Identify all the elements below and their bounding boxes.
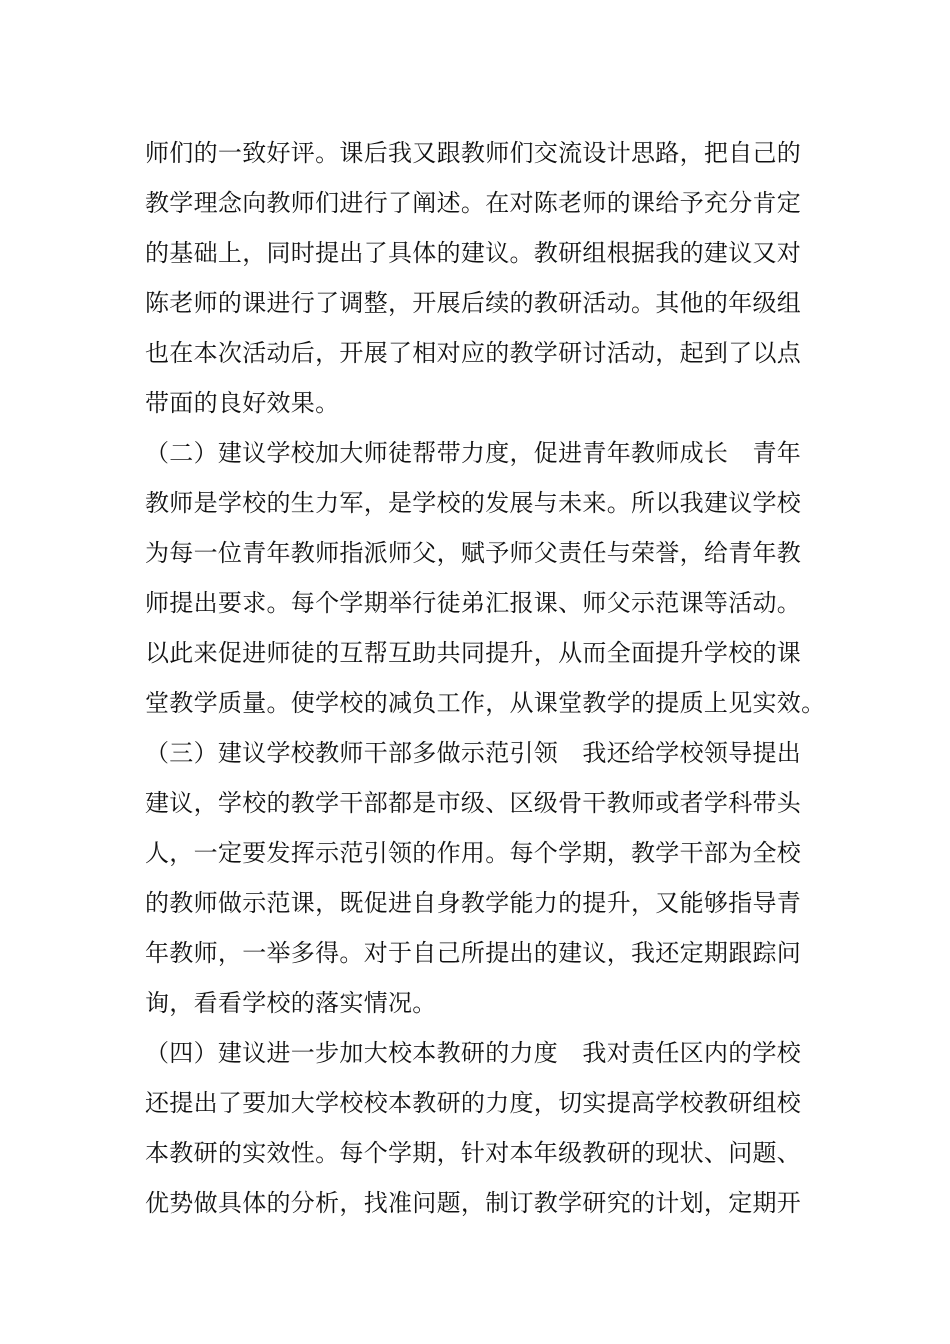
text-line: 优势做具体的分析，找准问题，制订教学研究的计划，定期开 bbox=[145, 1189, 802, 1217]
text-line: 堂教学质量。使学校的减负工作，从课堂教学的提质上见实效。 bbox=[145, 689, 826, 717]
text-line: 建议，学校的教学干部都是市级、区级骨干教师或者学科带头 bbox=[145, 789, 802, 817]
body-text bbox=[145, 128, 826, 1228]
text-line: 以此来促进师徒的互帮互助共同提升，从而全面提升学校的课 bbox=[145, 639, 802, 667]
text-line: 师提出要求。每个学期举行徒弟汇报课、师父示范课等活动。 bbox=[145, 589, 802, 617]
text-line: 年教师，一举多得。对于自己所提出的建议，我还定期跟踪问 bbox=[145, 939, 802, 967]
section-heading-line: （二）建议学校加大师徒帮带力度，促进青年教师成长 青年 bbox=[145, 439, 802, 467]
text-line: 本教研的实效性。每个学期，针对本年级教研的现状、问题、 bbox=[145, 1139, 802, 1167]
text-line: 的教师做示范课，既促进自身教学能力的提升，又能够指导青 bbox=[145, 889, 802, 917]
text-line: 的基础上，同时提出了具体的建议。教研组根据我的建议又对 bbox=[145, 239, 802, 267]
section-heading-line: （四）建议进一步加大校本教研的力度 我对责任区内的学校 bbox=[145, 1039, 802, 1067]
text-line: 师们的一致好评。课后我又跟教师们交流设计思路，把自己的 bbox=[145, 139, 802, 167]
text-line: 为每一位青年教师指派师父，赋予师父责任与荣誉，给青年教 bbox=[145, 539, 802, 567]
text-line: 也在本次活动后，开展了相对应的教学研讨活动，起到了以点 bbox=[145, 339, 802, 367]
text-line: 带面的良好效果。 bbox=[145, 389, 340, 417]
text-line: 人，一定要发挥示范引领的作用。每个学期，教学干部为全校 bbox=[145, 839, 802, 867]
text-line: 陈老师的课进行了调整，开展后续的教研活动。其他的年级组 bbox=[145, 289, 802, 317]
section-heading-line: （三）建议学校教师干部多做示范引领 我还给学校领导提出 bbox=[145, 739, 802, 767]
text-line: 教学理念向教师们进行了阐述。在对陈老师的课给予充分肯定 bbox=[145, 189, 802, 217]
text-line: 还提出了要加大学校校本教研的力度，切实提高学校教研组校 bbox=[145, 1089, 802, 1117]
text-line: 教师是学校的生力军，是学校的发展与未来。所以我建议学校 bbox=[145, 489, 802, 517]
text-line: 询，看看学校的落实情况。 bbox=[145, 989, 437, 1017]
